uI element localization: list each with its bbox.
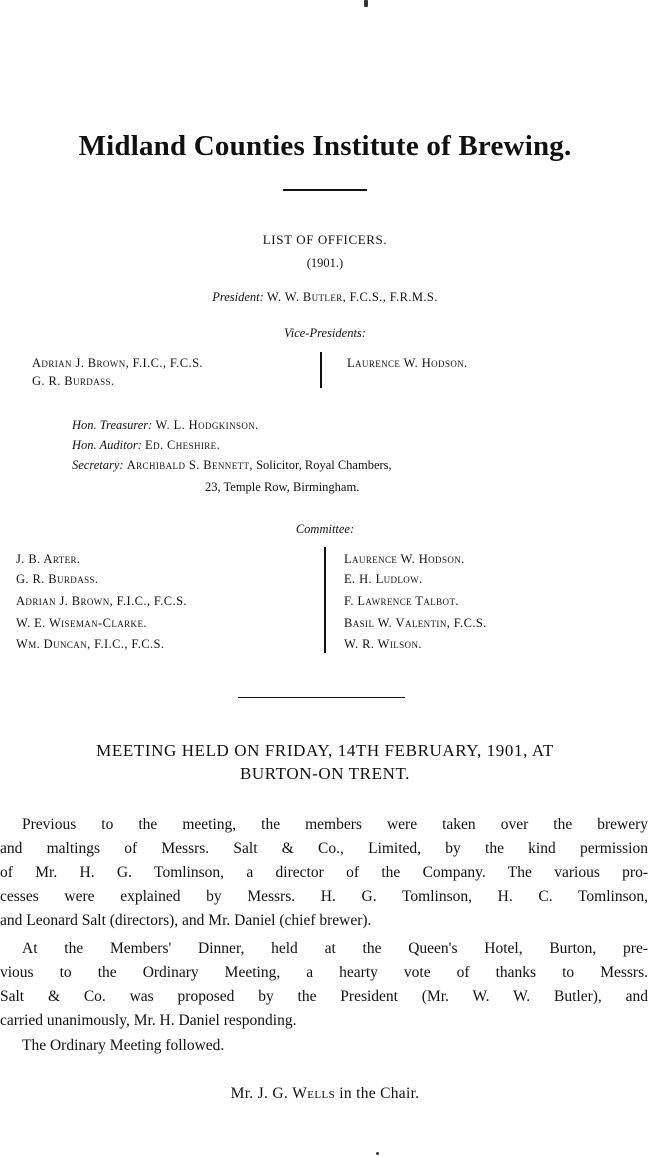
secretary-name: Archibald S. Bennett,	[126, 458, 253, 472]
paragraph-2-line-3: Salt & Co. was proposed by the President (Mr. W. W. Butler), and	[0, 988, 648, 1005]
officers-heading: LIST OF OFFICERS.	[262, 232, 388, 247]
vice-president-left-1: Adrian J. Brown, F.I.C., F.C.S.	[32, 356, 203, 370]
vice-presidents-label: Vice-Presidents:	[284, 326, 366, 340]
officers-year: (1901.)	[306, 256, 344, 270]
chair-suffix: in the Chair.	[339, 1085, 420, 1102]
committee-right-2: E. H. Ludlow.	[344, 572, 423, 586]
committee-right-5: W. R. Wilson.	[344, 637, 422, 651]
paragraph-1-line-2: and maltings of Messrs. Salt & Co., Limited, by the kind permission	[0, 840, 648, 857]
secretary-line	[72, 458, 392, 473]
committee-left-1: J. B. Arter.	[16, 552, 81, 566]
committee-left-5: Wm. Duncan, F.I.C., F.C.S.	[16, 637, 165, 651]
treasurer-line	[72, 418, 259, 433]
paragraph-2-line-2: vious to the Ordinary Meeting, a hearty vote of thanks to Messrs.	[0, 964, 648, 981]
chair-name: Wells	[292, 1085, 336, 1102]
vice-president-left-2: G. R. Burdass.	[32, 374, 115, 388]
vice-president-right-1: Laurence W. Hodson.	[347, 356, 468, 370]
meeting-heading-line-2: BURTON-ON TRENT.	[239, 764, 411, 783]
president-line	[0, 290, 650, 305]
page-title: Midland Counties Institute of Brewing.	[78, 130, 572, 162]
committee-label: Committee:	[295, 522, 355, 536]
scan-mark	[364, 0, 368, 7]
president-name: W. W. Butler, F.C.S., F.R.M.S.	[266, 290, 438, 304]
auditor-line	[72, 438, 220, 453]
president-label: President:	[212, 290, 264, 304]
vice-presidents-divider	[320, 352, 322, 388]
committee-divider	[324, 547, 326, 653]
committee-right-1: Laurence W. Hodson.	[344, 552, 465, 566]
chair-prefix: Mr. J. G.	[230, 1085, 288, 1102]
meeting-heading-line-1: MEETING HELD ON FRIDAY, 14TH FEBRUARY, 1901, AT	[96, 741, 554, 760]
paragraph-1-line-3: of Mr. H. G. Tomlinson, a director of the Company. The various pro-	[0, 864, 648, 881]
scan-mark-bottom	[376, 1152, 379, 1155]
committee-right-3: F. Lawrence Talbot.	[344, 594, 459, 608]
treasurer-label: Hon. Treasurer:	[72, 418, 153, 432]
paragraph-2-line-1: At the Members' Dinner, held at the Queen's Hotel, Burton, pre-	[22, 940, 648, 957]
committee-left-2: G. R. Burdass.	[16, 572, 99, 586]
committee-left-3: Adrian J. Brown, F.I.C., F.C.S.	[16, 594, 187, 608]
paragraph-1-line-5: and Leonard Salt (directors), and Mr. Daniel (chief brewer).	[0, 912, 372, 929]
secretary-detail: Solicitor, Royal Chambers,	[256, 458, 392, 472]
title-rule	[283, 189, 367, 191]
paragraph-2-line-4: carried unanimously, Mr. H. Daniel responding.	[0, 1012, 297, 1029]
section-rule	[238, 697, 405, 698]
secretary-label: Secretary:	[72, 458, 124, 472]
treasurer-name: W. L. Hodgkinson.	[155, 418, 259, 432]
paragraph-3: The Ordinary Meeting followed.	[22, 1037, 225, 1054]
paragraph-1-line-1: Previous to the meeting, the members were taken over the brewery	[22, 816, 648, 833]
committee-left-4: W. E. Wiseman-Clarke.	[16, 616, 147, 630]
committee-right-4: Basil W. Valentin, F.C.S.	[344, 616, 487, 630]
auditor-name: Ed. Cheshire.	[145, 438, 221, 452]
paragraph-1-line-4: cesses were explained by Messrs. H. G. Tomlinson, H. C. Tomlinson,	[0, 888, 648, 905]
auditor-label: Hon. Auditor:	[72, 438, 142, 452]
secretary-address: 23, Temple Row, Birmingham.	[205, 480, 360, 494]
chair-line	[0, 1085, 650, 1103]
